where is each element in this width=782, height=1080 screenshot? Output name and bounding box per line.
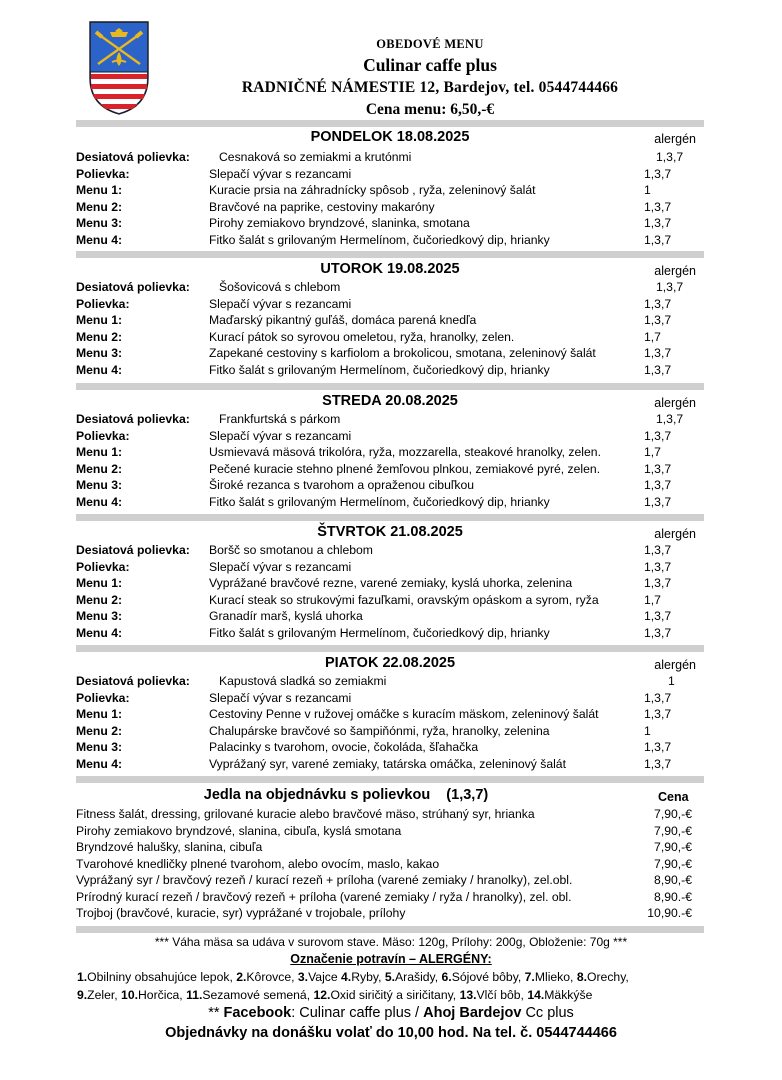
row-label: Desiatová polievka: (76, 543, 190, 557)
allergen-number: 13. (459, 988, 477, 1002)
order-item-price: 7,90,-€ (654, 856, 692, 871)
row-label: Menu 4: (76, 625, 123, 640)
order-item-price: 7,90,-€ (654, 840, 692, 854)
row-allergens: 1,3,7 (644, 559, 672, 574)
row-allergens: 1,3,7 (644, 609, 672, 623)
allergen-name: Kôrovce, (246, 970, 298, 984)
row-label: Menu 3: (76, 216, 123, 230)
menu-price: Cena menu: 6,50,-€ (365, 101, 495, 118)
menu-row (76, 444, 704, 461)
row-allergens: 1,3,7 (644, 166, 672, 181)
row-description: Vyprážaný syr, varené zemiaky, tatárska omáčka, zeleninový šalát (209, 756, 566, 771)
row-label: Menu 4: (76, 494, 123, 509)
day-title: ŠTVRTOK 21.08.2025 (317, 524, 463, 540)
row-label: Desiatová polievka: (76, 280, 190, 294)
row-label: Desiatová polievka: (76, 412, 190, 426)
ahoj-bardejov-label: Ahoj Bardejov (423, 1005, 522, 1021)
order-item-description: Pirohy zemiakovo bryndzové, slanina, cibuľa, kyslá smotana (76, 823, 402, 838)
allergen-column-header: alergén (654, 264, 696, 278)
row-label: Menu 1: (76, 183, 123, 197)
row-description: Chalupárske bravčové so šampiňónmi, ryža, hranolky, zelenina (209, 723, 550, 738)
row-label: Menu 1: (76, 445, 123, 459)
row-label: Menu 1: (76, 576, 123, 590)
row-description: Slepačí vývar s rezancami (209, 690, 352, 705)
row-description: Bravčové na paprike, cestoviny makaróny (209, 199, 435, 214)
row-description: Maďarský pikantný guľáš, domáca parená knedľa (209, 313, 477, 327)
allergen-column-header: alergén (654, 396, 696, 410)
row-label: Menu 1: (76, 707, 123, 721)
allergen-number: 4. (341, 970, 352, 984)
row-allergens: 1,3,7 (644, 625, 672, 640)
price-column-header: Cena (658, 790, 689, 804)
menu-row (76, 296, 704, 313)
allergen-number: 6. (441, 970, 452, 984)
row-label: Menu 1: (76, 313, 123, 327)
menu-row (76, 477, 704, 494)
order-item (76, 856, 704, 873)
row-label: Polievka: (76, 166, 130, 181)
menu-row (76, 428, 704, 445)
row-allergens: 1,3,7 (644, 707, 672, 721)
row-label: Menu 2: (76, 461, 123, 476)
allergen-name: Mäkkýše (544, 988, 593, 1002)
order-item-price: 10,90.-€ (647, 906, 692, 920)
row-description: Slepačí vývar s rezancami (209, 428, 352, 443)
row-label: Polievka: (76, 296, 130, 311)
row-description: Kuracie prsia na záhradnícky spôsob , ryža, zeleninový šalát (209, 183, 536, 197)
allergen-name: Oxid siričitý a siričitany, (330, 988, 460, 1002)
row-allergens: 1,3,7 (644, 362, 672, 377)
row-label: Menu 4: (76, 362, 123, 377)
order-item-price: 7,90,-€ (654, 807, 692, 821)
separator (76, 120, 704, 127)
allergen-legend-title: Označenie potravín – ALERGÉNY: (290, 952, 492, 966)
menu-row (76, 199, 704, 216)
row-allergens: 1,7 (644, 445, 661, 459)
separator (76, 383, 704, 390)
row-allergens: 1,3,7 (644, 232, 672, 247)
row-label: Menu 4: (76, 756, 123, 771)
menu-row (76, 329, 704, 346)
order-item (76, 839, 704, 856)
row-description: Šošovicová s chlebom (219, 280, 341, 294)
row-description: Granadír marš, kyslá uhorka (209, 609, 363, 623)
allergen-name: Mlieko, (534, 970, 577, 984)
allergen-number: 5. (384, 970, 396, 984)
row-label: Polievka: (76, 690, 130, 705)
menu-row (76, 182, 704, 199)
row-allergens: 1,3,7 (656, 280, 684, 294)
day-title: STREDA 20.08.2025 (322, 393, 458, 409)
row-allergens: 1,3,7 (644, 494, 672, 509)
menu-row (76, 166, 704, 183)
row-label: Polievka: (76, 559, 130, 574)
menu-row (76, 215, 704, 232)
row-description: Palacinky s tvarohom, ovocie, čokoláda, šľahačka (209, 740, 479, 754)
menu-row (76, 149, 704, 166)
facebook-label: Facebook (223, 1005, 292, 1021)
row-description: Vyprážané bravčové rezne, varené zemiaky, kyslá uhorka, zelenina (209, 576, 573, 590)
row-allergens: 1,3,7 (644, 296, 672, 311)
row-allergens: 1,3,7 (644, 478, 672, 492)
row-label: Menu 3: (76, 740, 123, 754)
allergen-number: 12. (313, 988, 331, 1002)
allergen-column-header: alergén (654, 658, 696, 672)
menu-row (76, 362, 704, 379)
allergen-number: 14. (527, 988, 545, 1002)
order-item-description: Bryndzové halušky, slanina, cibuľa (76, 840, 263, 854)
row-allergens: 1,3,7 (644, 199, 672, 214)
facebook-page-name: : Culinar caffe plus / (291, 1005, 424, 1021)
separator (76, 926, 704, 933)
menu-row (76, 345, 704, 362)
allergen-name: Sójové bôby, (451, 970, 525, 984)
row-description: Usmievavá mäsová trikolóra, ryža, mozzarella, steakové hranolky, zelen. (209, 445, 601, 459)
separator (76, 645, 704, 652)
row-description: Zapekané cestoviny s karfiolom a brokolicou, smotana, zeleninový šalát (209, 346, 596, 360)
order-item (76, 823, 704, 840)
row-allergens: 1,3,7 (644, 690, 672, 705)
allergen-number: 3. (297, 970, 309, 984)
restaurant-address: RADNIČNÉ NÁMESTIE 12, Bardejov, tel. 0544744466 (241, 79, 619, 96)
row-description: Fitko šalát s grilovaným Hermelínom, čučoriedkový dip, hrianky (209, 494, 550, 509)
row-allergens: 1 (668, 674, 675, 688)
row-allergens: 1,3,7 (656, 412, 684, 426)
allergen-number: 1. (77, 970, 88, 984)
row-description: Cesnaková so zemiakmi a krutónmi (219, 150, 412, 164)
row-description: Frankfurtská s párkom (219, 412, 341, 426)
row-allergens: 1,3,7 (644, 740, 672, 754)
order-item (76, 905, 704, 922)
row-description: Fitko šalát s grilovaným Hermelínom, čučoriedkový dip, hrianky (209, 232, 550, 247)
order-item-description: Tvarohové knedličky plnené tvarohom, alebo ovocím, maslo, kakao (76, 856, 440, 871)
row-allergens: 1,3,7 (644, 543, 672, 557)
separator (76, 776, 704, 783)
row-description: Slepačí vývar s rezancami (209, 296, 352, 311)
fb-suffix: Cc plus (521, 1005, 574, 1021)
row-allergens: 1 (644, 723, 651, 738)
facebook-line (0, 1005, 782, 1021)
row-allergens: 1,3,7 (644, 346, 672, 360)
allergen-name: Obilniny obsahujúce lepok, (87, 970, 237, 984)
allergen-name: Orechy, (587, 970, 629, 984)
day-title: PONDELOK 18.08.2025 (310, 129, 470, 145)
row-label: Menu 3: (76, 609, 123, 623)
row-allergens: 1,3,7 (644, 576, 672, 590)
row-label: Menu 3: (76, 346, 123, 360)
menu-subtitle: OBEDOVÉ MENU (376, 37, 484, 51)
menu-row (76, 411, 704, 428)
allergen-number: 8. (576, 970, 587, 984)
row-label: Menu 2: (76, 592, 123, 607)
order-item-description: Trojboj (bravčové, kuracie, syr) vyprážané v trojobale, prílohy (76, 906, 406, 920)
separator (76, 514, 704, 521)
row-label: Menu 4: (76, 232, 123, 247)
allergen-name: Arašidy, (395, 970, 442, 984)
orders-title: Jedla na objednávku s polievkou (1,3,7) (203, 787, 489, 803)
menu-row (76, 723, 704, 740)
menu-row (76, 690, 704, 707)
row-allergens: 1,7 (644, 329, 661, 344)
row-description: Pirohy zemiakovo bryndzové, slaninka, smotana (209, 216, 470, 230)
menu-row (76, 625, 704, 642)
row-description: Boršč so smotanou a chlebom (209, 543, 373, 557)
menu-row (76, 592, 704, 609)
separator (76, 251, 704, 258)
row-label: Menu 3: (76, 478, 123, 492)
row-description: Pečené kuracie stehno plnené žemľovou plnkou, zemiakové pyré, zelen. (209, 461, 601, 476)
allergen-name: Vlčí bôb, (476, 988, 528, 1002)
allergen-name: Vajce (308, 970, 342, 984)
menu-row (76, 542, 704, 559)
order-item-description: Vyprážaný syr / bravčový rezeň / kurací rezeň + príloha (varené zemiaky / hranolky), zel.obl. (76, 873, 573, 887)
row-allergens: 1,3,7 (644, 313, 672, 327)
order-item-price: 8,90,-€ (654, 873, 692, 887)
menu-row (76, 279, 704, 296)
order-item (76, 872, 704, 889)
menu-row (76, 756, 704, 773)
menu-row (76, 739, 704, 756)
menu-row (76, 461, 704, 478)
row-description: Slepačí vývar s rezancami (209, 166, 352, 181)
day-title: PIATOK 22.08.2025 (324, 655, 456, 671)
row-label: Menu 2: (76, 199, 123, 214)
allergen-number: 2. (236, 970, 247, 984)
row-description: Široké rezanca s tvarohom a opraženou cibuľkou (209, 478, 475, 492)
bardejov-coat-of-arms-icon (88, 20, 150, 116)
row-label: Desiatová polievka: (76, 150, 190, 164)
row-allergens: 1,3,7 (656, 150, 684, 164)
order-item (76, 806, 704, 823)
menu-row (76, 575, 704, 592)
order-item-price: 8,90.-€ (654, 889, 692, 904)
row-label: Menu 2: (76, 723, 123, 738)
allergen-name: Zeler, (87, 988, 122, 1002)
allergen-legend (77, 968, 717, 1004)
row-description: Kurací steak so strukovými fazuľkami, oravským opáskom a syrom, ryža (209, 592, 599, 607)
row-description: Fitko šalát s grilovaným Hermelínom, čučoriedkový dip, hrianky (209, 362, 550, 377)
row-description: Fitko šalát s grilovaným Hermelínom, čučoriedkový dip, hrianky (209, 625, 550, 640)
allergen-column-header: alergén (654, 527, 696, 541)
fb-prefix: ** (208, 1005, 224, 1021)
allergen-number: 7. (524, 970, 535, 984)
order-item (76, 889, 704, 906)
row-label: Polievka: (76, 428, 130, 443)
allergen-column-header: alergén (654, 132, 696, 146)
row-description: Slepačí vývar s rezancami (209, 559, 352, 574)
allergen-name: Sezamové semená, (202, 988, 314, 1002)
menu-row (76, 673, 704, 690)
day-title: UTOROK 19.08.2025 (320, 261, 460, 277)
allergen-name: Horčica, (138, 988, 187, 1002)
order-item-price: 7,90,-€ (654, 823, 692, 838)
row-description: Kapustová sladká so zemiakmi (219, 674, 387, 688)
order-item-description: Prírodný kurací rezeň / bravčový rezeň + príloha (varené zemiaky / ryža / hranolky), zel. obl. (76, 889, 572, 904)
menu-row (76, 232, 704, 249)
weight-note: *** Váha mäsa sa udáva v surovom stave. Mäso: 120g, Prílohy: 200g, Obloženie: 70g *** (154, 935, 628, 949)
row-allergens: 1,3,7 (644, 428, 672, 443)
row-allergens: 1,3,7 (644, 216, 672, 230)
allergen-number: 11. (186, 988, 203, 1002)
row-allergens: 1,7 (644, 592, 661, 607)
restaurant-name: Culinar caffe plus (363, 55, 497, 75)
row-label: Menu 2: (76, 329, 123, 344)
menu-row (76, 608, 704, 625)
menu-row (76, 559, 704, 576)
allergen-number: 9. (77, 988, 88, 1002)
allergen-name: Ryby, (351, 970, 385, 984)
row-description: Cestoviny Penne v ružovej omáčke s kuracím mäskom, zeleninový šalát (209, 707, 599, 721)
row-label: Desiatová polievka: (76, 674, 190, 688)
allergen-number: 10. (121, 988, 138, 1002)
row-description: Kurací pátok so syrovou omeletou, ryža, hranolky, zelen. (209, 329, 515, 344)
menu-row (76, 312, 704, 329)
row-allergens: 1 (644, 183, 651, 197)
delivery-order-info: Objednávky na donášku volať do 10,00 hod. Na tel. č. 0544744466 (165, 1025, 617, 1041)
menu-row (76, 706, 704, 723)
row-allergens: 1,3,7 (644, 461, 672, 476)
row-allergens: 1,3,7 (644, 756, 672, 771)
order-item-description: Fitness šalát, dressing, grilované kuracie alebo bravčové mäso, strúhaný syr, hrianka (76, 807, 535, 821)
menu-row (76, 494, 704, 511)
